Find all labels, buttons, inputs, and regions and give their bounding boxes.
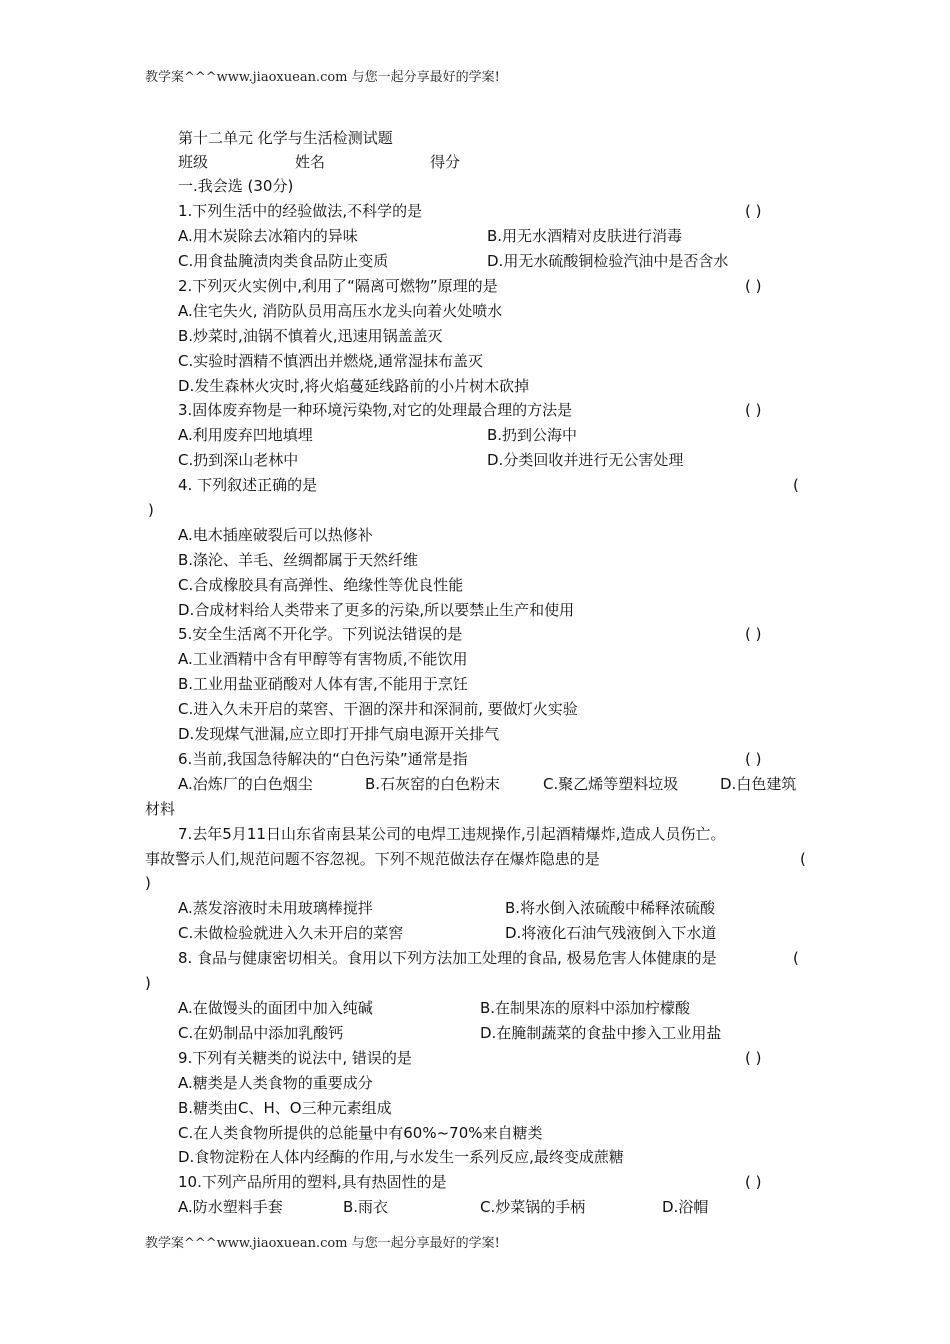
q3-option-a: A.利用废弃凹地填埋 bbox=[178, 426, 313, 444]
q8-option-c: C.在奶制品中添加乳酸钙 bbox=[178, 1024, 344, 1042]
answer-blank: ( ) bbox=[745, 1049, 762, 1067]
answer-paren-open: ( bbox=[800, 850, 806, 868]
section-heading: 一.我会选 (30分) bbox=[178, 177, 294, 195]
answer-blank: ( ) bbox=[745, 401, 762, 419]
question-1-stem: 1.下列生活中的经验做法,不科学的是 bbox=[178, 202, 423, 220]
q4-option-c: C.合成橡胶具有高弹性、绝缘性等优良性能 bbox=[178, 576, 464, 594]
q5-option-a: A.工业酒精中含有甲醇等有害物质,不能饮用 bbox=[178, 650, 468, 668]
q7-option-a: A.蒸发溶液时未用玻璃棒搅拌 bbox=[178, 899, 373, 917]
question-7-stem-line2: 事故警示人们,规范问题不容忽视。下列不规范做法存在爆炸隐患的是 bbox=[145, 850, 600, 868]
q5-option-c: C.进入久未开启的菜窖、干涸的深井和深洞前, 要做灯火实验 bbox=[178, 700, 578, 718]
exam-title: 第十二单元 化学与生活检测试题 bbox=[178, 129, 393, 147]
answer-blank: ( ) bbox=[745, 750, 762, 768]
q5-option-b: B.工业用盐亚硝酸对人体有害,不能用于烹饪 bbox=[178, 675, 468, 693]
answer-paren-close: ) bbox=[145, 974, 151, 992]
score-label: 得分 bbox=[430, 153, 461, 171]
answer-blank: ( ) bbox=[745, 277, 762, 295]
question-5-stem: 5.安全生活离不开化学。下列说法错误的是 bbox=[178, 625, 463, 643]
q1-option-a: A.用木炭除去冰箱内的异味 bbox=[178, 227, 358, 245]
q7-option-b: B.将水倒入浓硫酸中稀释浓硫酸 bbox=[505, 899, 716, 917]
question-8-stem: 8. 食品与健康密切相关。食用以下列方法加工处理的食品, 极易危害人体健康的是 bbox=[178, 949, 717, 967]
question-9-stem: 9.下列有关糖类的说法中, 错误的是 bbox=[178, 1049, 412, 1067]
question-2-stem: 2.下列灭火实例中,利用了“隔离可燃物”原理的是 bbox=[178, 277, 498, 295]
page-header: 教学案^^^www.jiaoxuean.com 与您一起分享最好的学案! bbox=[145, 70, 500, 85]
class-label: 班级 bbox=[178, 153, 209, 171]
q4-option-b: B.涤沦、羊毛、丝绸都属于天然纤维 bbox=[178, 551, 419, 569]
q1-option-b: B.用无水酒精对皮肤进行消毒 bbox=[487, 227, 683, 245]
q6-option-c: C.聚乙烯等塑料垃圾 bbox=[543, 775, 679, 793]
answer-blank: ( ) bbox=[745, 1173, 762, 1191]
q10-option-d: D.浴帽 bbox=[662, 1198, 709, 1216]
answer-paren-close: ) bbox=[148, 501, 154, 519]
question-10-stem: 10.下列产品所用的塑料,具有热固性的是 bbox=[178, 1173, 447, 1191]
q5-option-d: D.发现煤气泄漏,应立即打开排气扇电源开关排气 bbox=[178, 725, 500, 743]
q10-option-b: B.雨衣 bbox=[343, 1198, 389, 1216]
question-7-stem-line1: 7.去年5月11日山东省南县某公司的电焊工违规操作,引起酒精爆炸,造成人员伤亡。 bbox=[178, 825, 726, 843]
q9-option-d: D.食物淀粉在人体内经酶的作用,与水发生一系列反应,最终变成蔗糖 bbox=[178, 1148, 624, 1166]
q1-option-d: D.用无水硫酸铜检验汽油中是否含水 bbox=[487, 252, 729, 270]
q4-option-a: A.电木插座破裂后可以热修补 bbox=[178, 526, 373, 544]
q8-option-b: B.在制果冻的原料中添加柠檬酸 bbox=[480, 999, 691, 1017]
answer-paren-close: ) bbox=[145, 874, 151, 892]
q4-option-d: D.合成材料给人类带来了更多的污染,所以要禁止生产和使用 bbox=[178, 601, 575, 619]
q3-option-d: D.分类回收并进行无公害处理 bbox=[487, 451, 684, 469]
q9-option-c: C.在人类食物所提供的总能量中有60%~70%来自糖类 bbox=[178, 1124, 543, 1142]
question-6-stem: 6.当前,我国急待解决的“白色污染”通常是指 bbox=[178, 750, 468, 768]
q10-option-c: C.炒菜锅的手柄 bbox=[480, 1198, 586, 1216]
q2-option-a: A.住宅失火, 消防队员用高压水龙头向着火处喷水 bbox=[178, 302, 503, 320]
q2-option-d: D.发生森林火灾时,将火焰蔓延线路前的小片树木砍掉 bbox=[178, 377, 530, 395]
q2-option-b: B.炒菜时,油锅不慎着火,迅速用锅盖盖灭 bbox=[178, 327, 443, 345]
q2-option-c: C.实验时酒精不慎洒出并燃烧,通常湿抹布盖灭 bbox=[178, 352, 484, 370]
q6-option-b: B.石灰窑的白色粉末 bbox=[365, 775, 501, 793]
name-label: 姓名 bbox=[295, 153, 326, 171]
q8-option-d: D.在腌制蔬菜的食盐中掺入工业用盐 bbox=[480, 1024, 722, 1042]
q1-option-c: C.用食盐腌渍肉类食品防止变质 bbox=[178, 252, 389, 270]
q6-option-d-continued: 材料 bbox=[145, 800, 176, 818]
q6-option-a: A.冶炼厂的白色烟尘 bbox=[178, 775, 313, 793]
q7-option-c: C.未做检验就进入久未开启的菜窖 bbox=[178, 924, 404, 942]
answer-blank: ( ) bbox=[745, 625, 762, 643]
page-footer: 教学案^^^www.jiaoxuean.com 与您一起分享最好的学案! bbox=[145, 1236, 500, 1251]
q3-option-c: C.扔到深山老林中 bbox=[178, 451, 299, 469]
answer-paren-open: ( bbox=[793, 476, 799, 494]
q8-option-a: A.在做馒头的面团中加入纯碱 bbox=[178, 999, 373, 1017]
q9-option-b: B.糖类由C、H、O三种元素组成 bbox=[178, 1099, 392, 1117]
q10-option-a: A.防水塑料手套 bbox=[178, 1198, 283, 1216]
q9-option-a: A.糖类是人类食物的重要成分 bbox=[178, 1074, 373, 1092]
answer-paren-open: ( bbox=[793, 949, 799, 967]
question-3-stem: 3.固体废弃物是一种环境污染物,对它的处理最合理的方法是 bbox=[178, 401, 573, 419]
answer-blank: ( ) bbox=[745, 202, 762, 220]
q7-option-d: D.将液化石油气残液倒入下水道 bbox=[505, 924, 717, 942]
question-4-stem: 4. 下列叙述正确的是 bbox=[178, 476, 318, 494]
q6-option-d: D.白色建筑 bbox=[720, 775, 797, 793]
q3-option-b: B.扔到公海中 bbox=[487, 426, 578, 444]
